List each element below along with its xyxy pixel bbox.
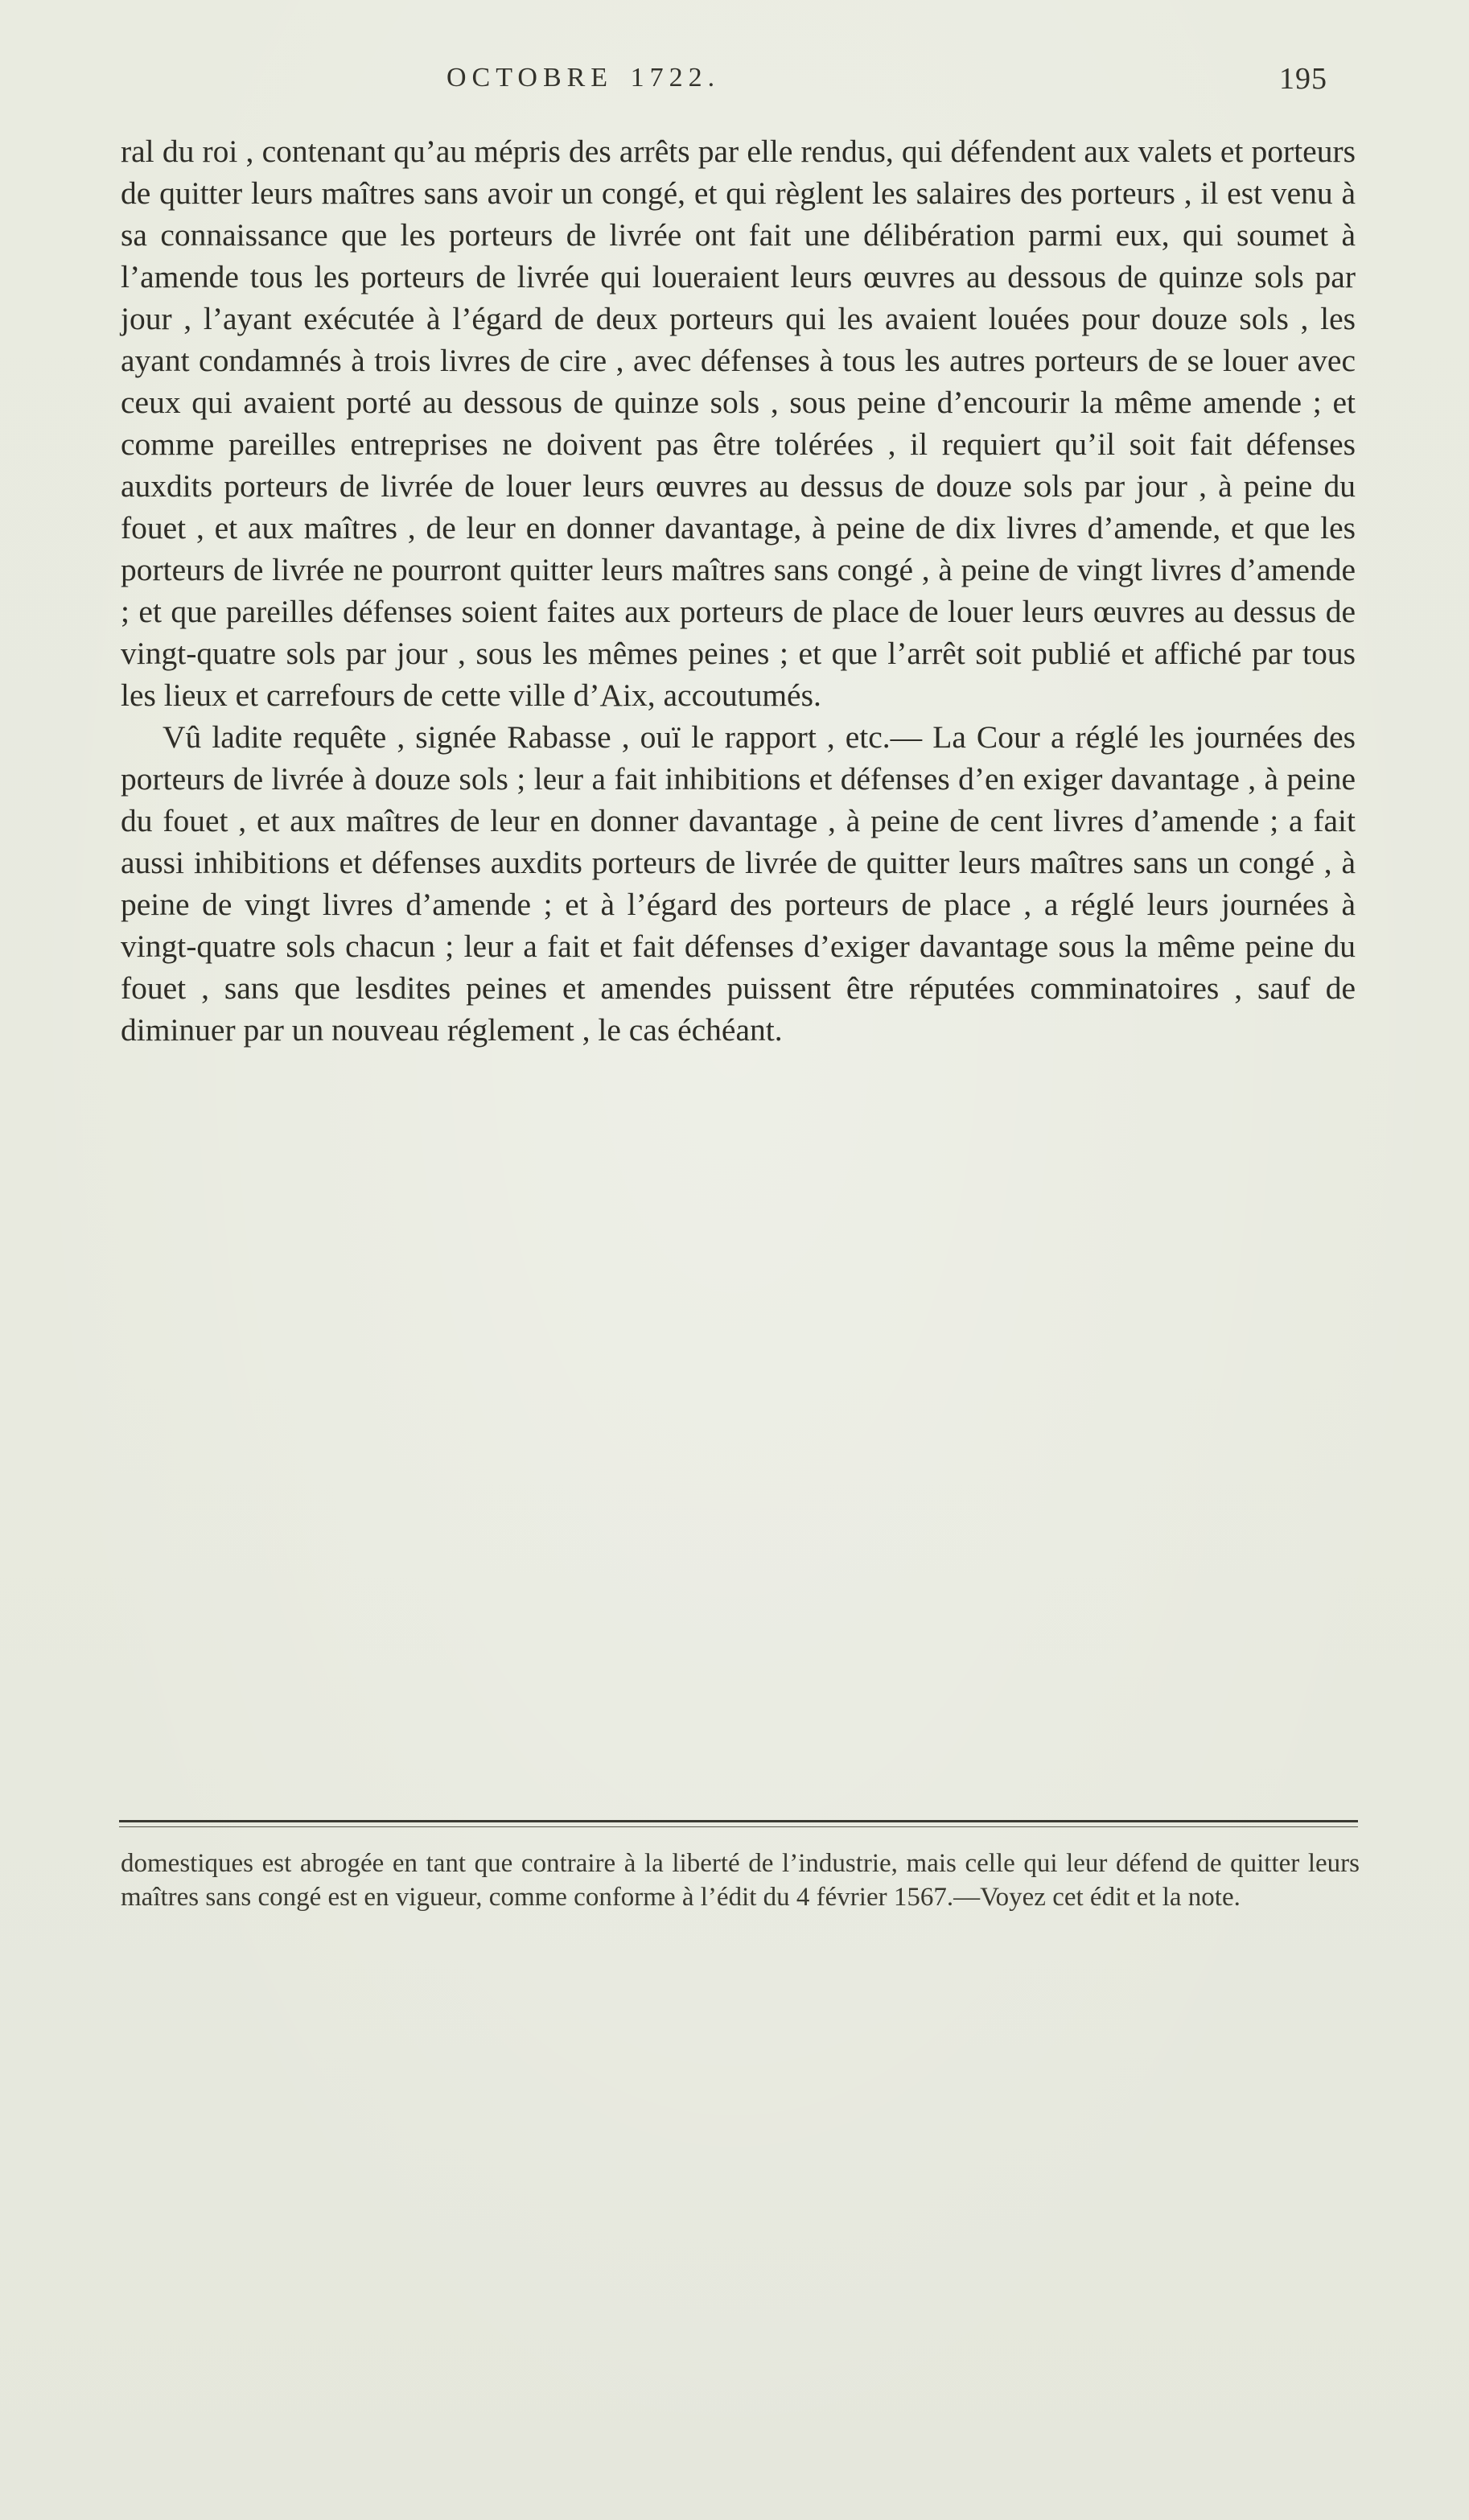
running-header-title: OCTOBRE 1722.: [446, 63, 721, 93]
body-paragraph-2: Vû ladite requête , signée Rabasse , ouï le rapport , etc.— La Cour a réglé les journées des porteurs de livrée à douze sols ; leur a fait inhibitions et défenses d’en exiger davantage , à peine du fouet , et aux maîtres de leur en donner davantage , à peine de cent livres d’amende ; a fait aussi inhibitions et défenses auxdits porteurs de livrée de quitter leurs maîtres sans un congé , à peine de vingt livres d’amende ; et à l’égard des porteurs de place , a réglé leurs journées à vingt-quatre sols chacun ; leur a fait et fait défenses d’exiger davantage sous la même peine du fouet , sans que lesdites peines et amendes puissent être réputées comminatoires , sauf de diminuer par un nouveau réglement , le cas échéant.: [121, 719, 1356, 1048]
body-paragraph-1: ral du roi , contenant qu’au mépris des arrêts par elle rendus, qui défendent aux valets et porteurs de quitter leurs maîtres sans avoir un congé, et qui règlent les salaires des porteurs , il est venu à sa connaissance que les porteurs de livrée ont fait une délibération parmi eux, qui soumet à l’amende tous les porteurs de livrée qui loueraient leurs œuvres au dessous de quinze sols par jour , l’ayant exécutée à l’égard de deux porteurs qui les avaient louées pour douze sols , les ayant condamnés à trois livres de cire , avec défenses à tous les autres porteurs de se louer avec ceux qui avaient porté au dessous de quinze sols , sous peine d’encourir la même amende ; et comme pareilles entreprises ne doivent pas être tolérées , il requiert qu’il soit fait défenses auxdits porteurs de livrée de louer leurs œuvres au dessus de douze sols par jour , à peine du fouet , et aux maîtres , de leur en donner davantage, à peine de dix livres d’amende, et que les porteurs de livrée ne pourront quitter leurs maîtres sans congé , à peine de vingt livres d’amende ; et que pareilles défenses soient faites aux porteurs de place de louer leurs œuvres au dessus de vingt-quatre sols par jour , sous les mêmes peines ; et que l’arrêt soit publié et affiché par tous les lieux et carrefours de cette ville d’Aix, accoutumés.: [121, 134, 1356, 713]
main-text-block: [121, 130, 1356, 1051]
page-number: 195: [1279, 62, 1327, 96]
footnote-text: domestiques est abrogée en tant que contraire à la liberté de l’industrie, mais celle qui leur défend de quitter leurs maîtres sans congé est en vigueur, comme conforme à l’édit du 4 février 1567.—Voyez cet édit et la note.: [121, 1849, 1360, 1912]
running-header: [121, 63, 1360, 100]
footnote-rule: [119, 1820, 1358, 1827]
